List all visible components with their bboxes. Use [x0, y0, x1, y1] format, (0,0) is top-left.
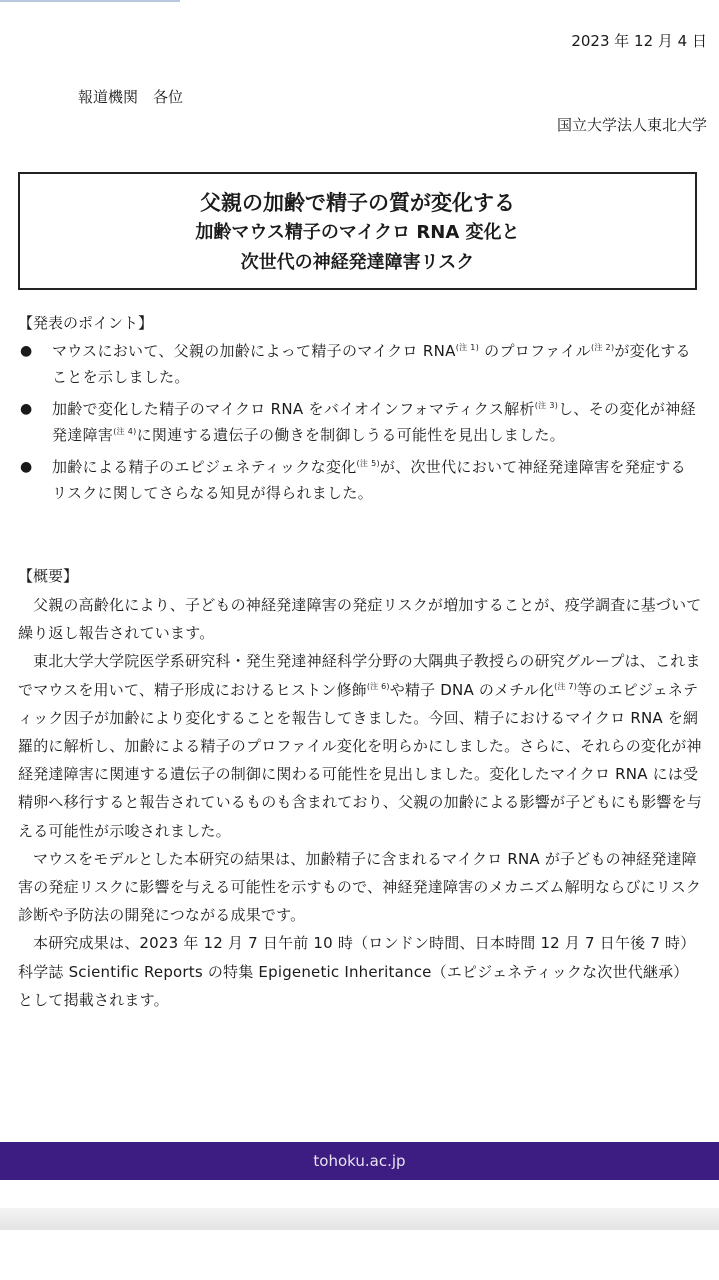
points-heading: 【発表のポイント】	[18, 314, 154, 332]
release-date: 2023 年 12 月 4 日	[571, 32, 707, 50]
footnote-ref: (注 7)	[554, 681, 578, 691]
summary-paragraph: マウスをモデルとした本研究の結果は、加齢精子に含まれるマイクロ RNA が子どもの神経発達障害の発症リスクに影響を与える可能性を示すもので、神経発達障害のメカニズム解明ならびにリスク診断や予防法の開発につながる成果です。	[18, 849, 702, 925]
footnote-ref: (注 6)	[366, 681, 390, 691]
footnote-ref: (注 1)	[455, 343, 480, 352]
bullet-icon: ●	[20, 459, 33, 475]
bottom-strip	[0, 1208, 719, 1230]
footer-url-link[interactable]: tohoku.ac.jp	[313, 1152, 406, 1170]
bullet-icon: ●	[20, 401, 33, 417]
footnote-ref: (注 2)	[590, 343, 615, 352]
main-title: 父親の加齢で精子の質が変化する	[200, 191, 515, 215]
point-item: ● マウスにおいて、父親の加齢によって精子のマイクロ $RNA^{(注 1)}$ のプロファイル$^{(注 2)}$が変化することを示しました。	[18, 338, 698, 390]
top-divider	[0, 0, 180, 2]
footnote-ref: (注 3)	[534, 401, 559, 410]
summary-paragraph: 本研究成果は、2023 年 12 月 7 日午前 10 時（ロンドン時間、日本時間 12 月 7 日午後 7 時）科学誌 Scientific Reports の特集 Epigenetic Inheritance（エピジェネティックな次世代継承）として掲載されます。	[18, 934, 696, 1009]
recipient-line: 報道機関 各位	[78, 88, 184, 106]
point-item: ● 加齢による精子のエピジェネティックな変化$^{(注 5)}$が、次世代において神経発達障害を発症するリスクに関してさらなる知見が得られました。	[18, 454, 698, 506]
bullet-icon: ●	[20, 343, 33, 359]
title-box	[18, 172, 697, 290]
summary-heading: 【概要】	[18, 567, 79, 585]
footer-bar	[0, 1142, 719, 1180]
summary-body	[18, 591, 702, 1014]
points-list	[18, 338, 698, 512]
footnote-ref: (注 5)	[356, 459, 380, 468]
summary-paragraph: 東北大学大学院医学系研究科・発生発達神経科学分野の大隅典子教授らの研究グループは、これまでマウスを用いて、精子形成におけるヒストン修飾$^{(注 6)}$や精子 DNA のメチル化$^{(注 7)}$等のエピジェネティック因子が加齢により変化することを報告してきました。今回、精子におけるマイクロ RNA を網羅的に解析し、加齢による精子のプロファイル変化を明らかにしました。さらに、それらの変化が神経発達障害に関連する遺伝子の制御に関わる可能性を見出しました。変化したマイクロ RNA には受精卵へ移行すると報告されているものも含まれており、父親の加齢による影響が子どもにも影響を与える可能性が示唆されました。	[18, 652, 703, 840]
point-item: ● 加齢で変化した精子のマイクロ RNA をバイオインフォマティクス解析$^{(注 3)}$し、その変化が神経発達障害$^{(注 4)}$に関連する遺伝子の働きを制御しうる可能性を見出しました。	[18, 396, 698, 448]
footnote-ref: (注 4)	[113, 427, 137, 436]
subtitle-line-1: 加齢マウス精子のマイクロ RNA 変化と	[195, 222, 520, 243]
organization-name: 国立大学法人東北大学	[556, 116, 707, 134]
subtitle-line-2: 次世代の神経発達障害リスク	[240, 252, 475, 273]
summary-paragraph: 父親の高齢化により、子どもの神経発達障害の発症リスクが増加することが、疫学調査に基づいて繰り返し報告されています。	[18, 596, 702, 643]
